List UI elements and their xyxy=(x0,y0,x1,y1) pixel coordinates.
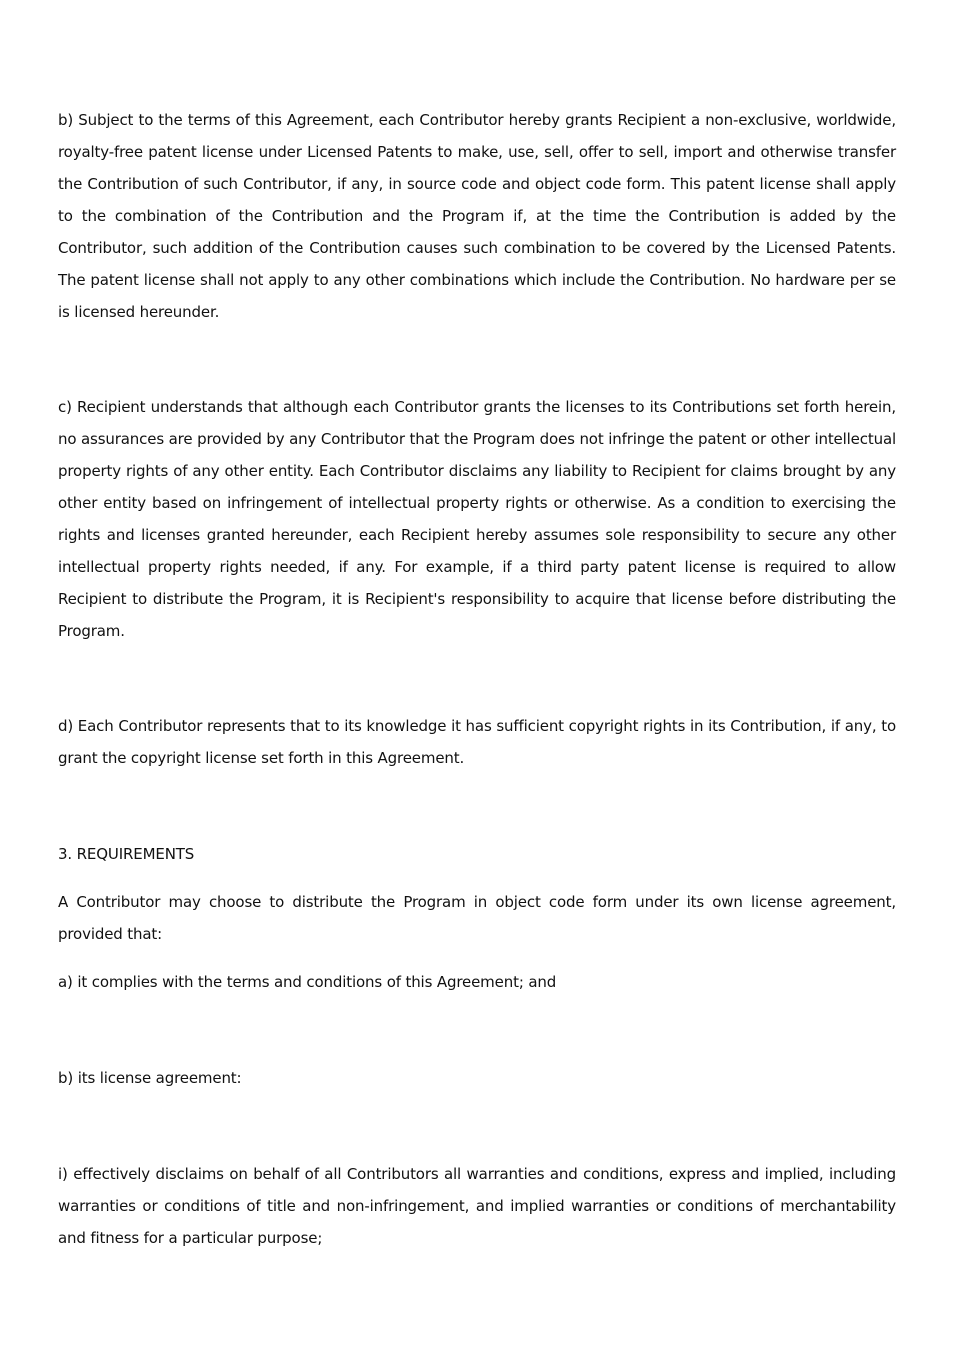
spacer xyxy=(58,950,896,966)
spacer xyxy=(58,998,896,1062)
spacer xyxy=(58,870,896,886)
spacer xyxy=(58,647,896,710)
spacer xyxy=(58,774,896,838)
spacer xyxy=(58,328,896,391)
spacer xyxy=(58,1094,896,1158)
paragraph-b: b) Subject to the terms of this Agreement, each Contributor hereby grants Recipient a non-exclusive, worldwide, royalty-free patent license under Licensed Patents to make, use, sell, offer to sell, import and otherwise transfer the Contribution of such Contributor, if any, in source code and object code form. This patent license shall apply to the combination of the Contribution and the Program if, at the time the Contribution is added by the Contributor, such addition of the Contribution causes such combination to be covered by the Licensed Patents. The patent license shall not apply to any other combinations which include the Contribution. No hardware per se is licensed hereunder. xyxy=(58,111,896,321)
paragraph-c: c) Recipient understands that although each Contributor grants the licenses to its Contributions set forth herein, no assurances are provided by any Contributor that the Program does not infringe the patent or other intellectual property rights of any other entity. Each Contributor disclaims any liability to Recipient for claims brought by any other entity based on infringement of intellectual property rights or otherwise. As a condition to exercising the rights and licenses granted hereunder, each Recipient hereby assumes sole responsibility to secure any other intellectual property rights needed, if any. For example, if a third party patent license is required to allow Recipient to distribute the Program, it is Recipient's responsibility to acquire that license before distributing the Program. xyxy=(58,398,896,640)
paragraph-d: d) Each Contributor represents that to its knowledge it has sufficient copyright rights in its Contribution, if any, to grant the copyright license set forth in this Agreement. xyxy=(58,717,896,767)
requirement-a: a) it complies with the terms and conditions of this Agreement; and xyxy=(58,973,557,991)
requirement-i: i) effectively disclaims on behalf of all Contributors all warranties and conditions, express and implied, including warranties or conditions of title and non-infringement, and implied warranties or conditions of merchantability and fitness for a particular purpose; xyxy=(58,1165,896,1247)
requirement-b: b) its license agreement: xyxy=(58,1069,242,1087)
document-page xyxy=(58,104,896,1254)
section-heading-requirements: 3. REQUIREMENTS xyxy=(58,845,195,863)
requirements-intro: A Contributor may choose to distribute the Program in object code form under its own license agreement, provided that: xyxy=(58,893,896,943)
